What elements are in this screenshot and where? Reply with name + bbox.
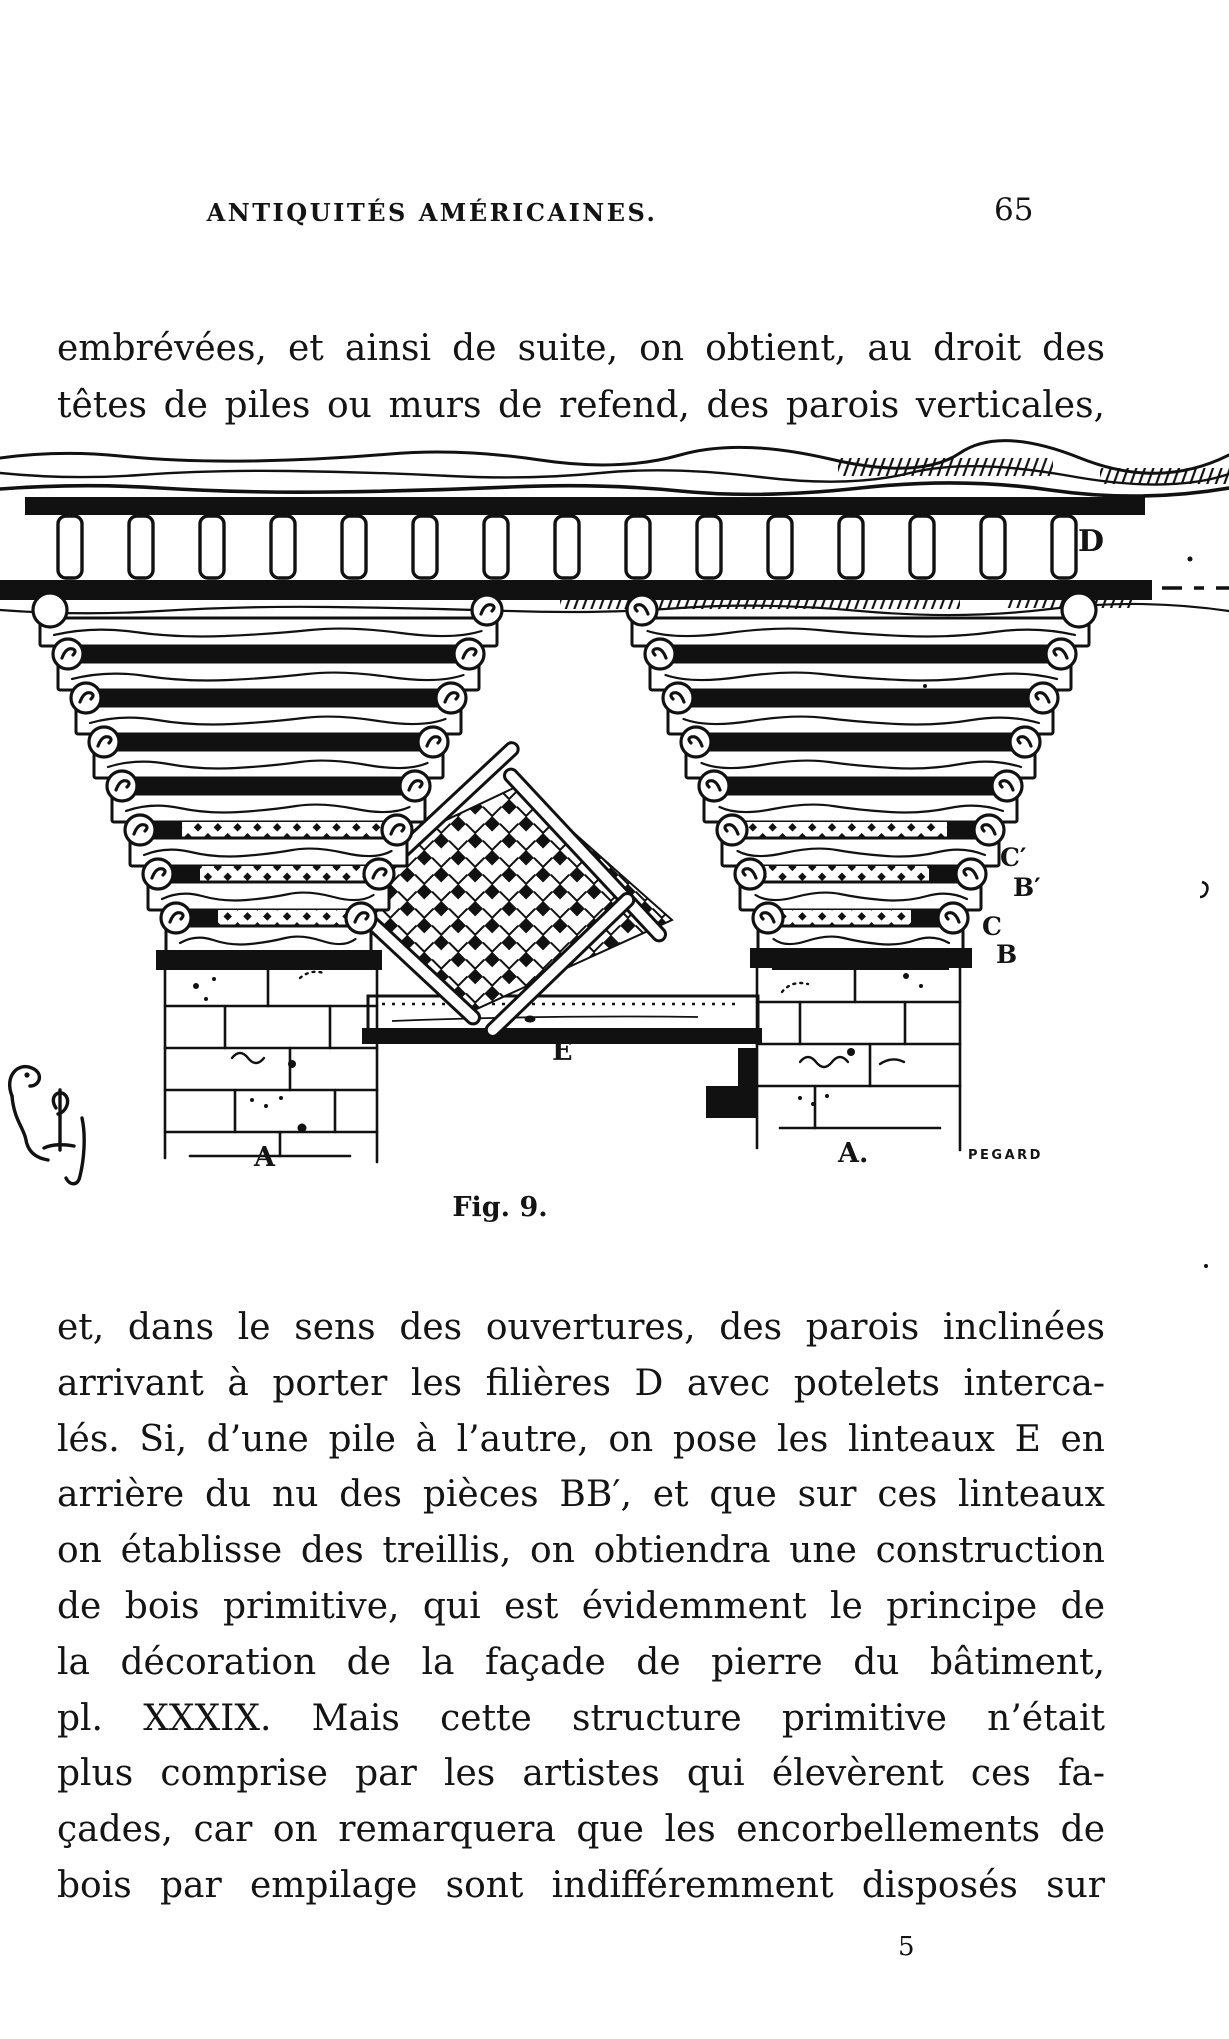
figure-label-b: B	[996, 940, 1018, 969]
text-line: on établisse des treillis, on obtiendra une construction	[57, 1530, 1105, 1572]
text-line: la décoration de la façade de pierre du bâtiment,	[57, 1641, 1105, 1683]
text-line: têtes de piles ou murs de refend, des parois verticales,	[57, 385, 1105, 426]
figure-label-c: C	[982, 912, 1002, 941]
text-line: lés. Si, d’une pile à l’autre, on pose les linteaux E en	[57, 1418, 1105, 1460]
figure-label-e: E	[552, 1036, 573, 1067]
running-head: ANTIQUITÉS AMÉRICAINES.	[206, 198, 658, 227]
text-line: et, dans le sens des ouvertures, des parois inclinées	[57, 1307, 1105, 1348]
text-line: çades, car on remarquera que les encorbellements de	[57, 1809, 1105, 1851]
margin-doodle	[10, 1067, 85, 1184]
text-line: pl. XXXIX. Mais cette structure primitive n’était	[57, 1697, 1105, 1739]
engraver-signature: PEGARD	[968, 1148, 1043, 1163]
figure-label-b-prime: B′	[1013, 873, 1041, 902]
figure-label-d: D	[1078, 524, 1105, 559]
text-line: plus comprise par les artistes qui élevèrent ces fa-	[57, 1753, 1105, 1795]
text-line: de bois primitive, qui est évidemment le principe de	[57, 1585, 1105, 1627]
text-line: bois par empilage sont indifféremment disposés sur	[57, 1864, 1105, 1906]
text-line: arrivant à porter les filières D avec potelets interca-	[57, 1362, 1105, 1404]
page-number: 65	[994, 192, 1034, 228]
paragraph-bottom	[57, 1300, 1105, 1914]
text-line: embrévées, et ainsi de suite, on obtient, au droit des	[57, 328, 1105, 369]
figure-label-a-right: A.	[838, 1138, 869, 1169]
figure-caption: Fig. 9.	[452, 1192, 548, 1223]
figure-label-c-prime: C′	[1000, 843, 1027, 872]
text-line: arrière du nu des pièces BB′, et que sur ces linteaux	[57, 1474, 1105, 1516]
signature-mark: 5	[898, 1932, 915, 1962]
figure-label-a-left: A	[254, 1142, 275, 1173]
